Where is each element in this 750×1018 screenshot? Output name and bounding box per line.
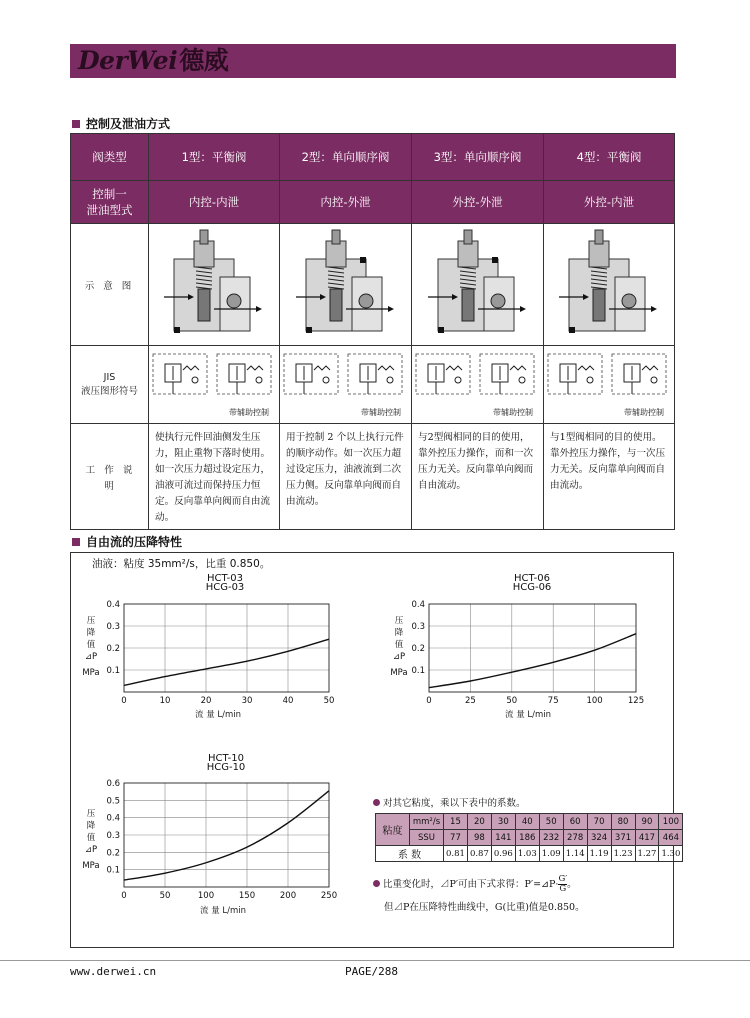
spring-zigzag	[314, 366, 330, 370]
spool	[198, 289, 210, 321]
drain-type-1: 内控-内泄	[149, 181, 280, 224]
adjust-screw	[200, 230, 208, 244]
bullet-icon	[373, 799, 380, 806]
jis-symbol-2	[280, 346, 412, 424]
drain-type-4: 外控-内泄	[544, 181, 675, 224]
y-tick-label: 0.2	[106, 848, 120, 859]
mm2s-cell: 90	[635, 814, 659, 830]
x-tick-label: 100	[586, 696, 603, 706]
factor-cell: 1.30	[659, 846, 683, 862]
x-tick-label: 20	[200, 696, 212, 706]
arrow-head	[651, 306, 657, 312]
pressure-drop-curve	[429, 634, 636, 688]
drain-port	[438, 327, 444, 333]
valve-diagram-2	[280, 224, 412, 346]
footer-url[interactable]: www.derwei.cn	[70, 965, 157, 978]
jis-symbol-icon	[548, 354, 602, 394]
type-2-header: 2型：单向顺序阀	[280, 134, 412, 181]
symbol-frame	[348, 354, 402, 394]
drain-port	[569, 327, 575, 333]
check-circle	[323, 377, 329, 383]
check-ball	[491, 294, 505, 308]
chart-2-title: HCT-06 HCG-06	[512, 573, 552, 593]
spring-zigzag	[183, 366, 199, 370]
external-drain-port	[360, 257, 366, 263]
mm2s-cell: 30	[491, 814, 515, 830]
jis-row-label: JIS 液压图形符号	[71, 346, 149, 424]
drain-type-2: 内控-外泄	[280, 181, 412, 224]
mm2s-cell: 80	[611, 814, 635, 830]
adjust-screw	[332, 230, 340, 244]
x-tick-label: 100	[197, 891, 215, 901]
check-ball	[622, 294, 636, 308]
x-tick-label: 50	[159, 891, 171, 901]
y-tick-label: 0.1	[106, 865, 120, 876]
chart-3	[100, 775, 350, 903]
pressure-drop-curve	[124, 791, 329, 880]
check-circle	[519, 377, 525, 383]
jis-symbol-1	[149, 346, 280, 424]
spring-zigzag	[578, 366, 594, 370]
diagram-row-label: 示 意 图	[71, 224, 149, 346]
factor-cell: 0.87	[467, 846, 491, 862]
jis-caption-4: 带辅助控制	[624, 408, 664, 417]
jis-symbol-4	[544, 346, 675, 424]
x-tick-label: 125	[627, 696, 645, 706]
valve-cross-section-icon	[559, 230, 657, 333]
mm2s-cell: 100	[659, 814, 683, 830]
gravity-note: 比重变化时，⊿P′可由下式求得：P′=⊿P· $\frac{G'}{G}$ 。	[373, 875, 577, 894]
check-circle	[651, 377, 657, 383]
factor-cell: 1.03	[515, 846, 539, 862]
factor-label: 系 数	[376, 846, 444, 862]
symbol-frame	[548, 354, 602, 394]
x-tick-label: 0	[121, 696, 127, 706]
ssu-cell: 98	[467, 830, 491, 846]
ssu-cell: 417	[635, 830, 659, 846]
brand-cn: 德威	[179, 46, 229, 75]
y-tick-label: 0.3	[106, 622, 120, 632]
bonnet	[589, 241, 609, 267]
square-bullet-icon	[72, 538, 80, 546]
factor-cell: 1.27	[635, 846, 659, 862]
jis-aux-symbol-icon	[612, 354, 666, 394]
type-4-header: 4型：平衡阀	[544, 134, 675, 181]
x-tick-label: 30	[241, 696, 253, 706]
description-type-3: 与2型阀相同的目的使用，靠外控压力操作，而和一次压力无关。反向靠单向阀而自由流动。	[412, 424, 544, 530]
control-drain-table	[70, 133, 675, 530]
brand-latin: DerWei	[78, 46, 178, 75]
x-tick-label: 40	[282, 696, 294, 706]
check-circle	[192, 377, 198, 383]
jis-caption-2: 带辅助控制	[361, 408, 401, 417]
spring-zigzag	[642, 366, 658, 370]
arrow-head	[388, 306, 394, 312]
description-row-label: 工 作 说 明	[71, 424, 149, 530]
arrow-head	[256, 306, 262, 312]
mm2s-cell: 40	[515, 814, 539, 830]
x-tick-label: 200	[279, 891, 297, 901]
arrow-head	[520, 306, 526, 312]
chart-2-ylabel: 压 降 值 ⊿P MPa	[390, 616, 408, 678]
check-circle	[256, 377, 262, 383]
gravity-fraction: $\frac{G'}{G}$	[558, 874, 568, 894]
x-tick-label: 50	[323, 696, 335, 706]
chart-2-xlabel: 流 量 L/min	[505, 710, 552, 720]
description-type-4: 与1型阀相同的目的使用。靠外控压力操作，与一次压力无关。反向靠单向阀而自由流动。	[544, 424, 675, 530]
x-tick-label: 50	[506, 696, 518, 706]
check-circle	[455, 377, 461, 383]
valve-diagram-3	[412, 224, 544, 346]
valve-cross-section-icon	[296, 230, 394, 333]
bonnet	[194, 241, 214, 267]
section-control-heading	[72, 115, 170, 132]
adjust-screw	[464, 230, 472, 244]
chart-2	[405, 596, 655, 708]
valve-cross-section-icon	[428, 230, 526, 333]
oil-note: 油液：粘度 35mm²/s，比重 0.850。	[92, 558, 271, 570]
check-circle	[387, 377, 393, 383]
viscosity-note: 对其它粘度，乘以下表中的系数。	[373, 795, 526, 809]
description-type-1: 使执行元件回油侧发生压力，阻止重物下落时使用。如一次压力超过设定压力，油液可流过而保持压力恒定。反向靠单向阀而自由流动。	[149, 424, 280, 530]
jis-aux-symbol-icon	[217, 354, 271, 394]
symbol-frame	[416, 354, 470, 394]
factor-cell: 0.81	[444, 846, 468, 862]
symbol-frame	[284, 354, 338, 394]
type-3-header: 3型：单向顺序阀	[412, 134, 544, 181]
square-bullet-icon	[72, 120, 80, 128]
y-tick-label: 0.2	[411, 644, 425, 654]
ssu-cell: 77	[444, 830, 468, 846]
y-tick-label: 0.5	[106, 796, 120, 807]
drain-port	[306, 327, 312, 333]
ssu-cell: 324	[587, 830, 611, 846]
pressure-drop-curve	[124, 639, 329, 685]
spool	[462, 289, 474, 321]
viscosity-coefficient-table	[375, 813, 683, 862]
footer-page: PAGE/288	[345, 965, 398, 978]
type-1-header: 1型：平衡阀	[149, 134, 280, 181]
y-tick-label: 0.6	[106, 779, 120, 789]
jis-symbol-3	[412, 346, 544, 424]
y-tick-label: 0.2	[106, 644, 120, 654]
symbol-frame	[612, 354, 666, 394]
chart-3-xlabel: 流 量 L/min	[200, 906, 247, 916]
x-tick-label: 0	[121, 891, 127, 901]
spring-zigzag	[510, 366, 526, 370]
jis-symbol-icon	[153, 354, 207, 394]
jis-caption-3: 带辅助控制	[493, 408, 533, 417]
gravity-note-2: 但⊿P在压降特性曲线中，G(比重)值是0.850。	[384, 902, 585, 913]
external-drain-port	[492, 257, 498, 263]
section-control-title: 控制及泄油方式	[86, 117, 171, 131]
chart-1-xlabel: 流 量 L/min	[195, 710, 242, 720]
jis-aux-symbol-icon	[348, 354, 402, 394]
ssu-cell: 186	[515, 830, 539, 846]
mm2s-cell: 70	[587, 814, 611, 830]
check-ball	[359, 294, 373, 308]
x-tick-label: 150	[238, 891, 256, 901]
factor-cell: 1.14	[563, 846, 587, 862]
unit-ssu: SSU	[410, 830, 444, 846]
bullet-icon	[373, 880, 380, 887]
y-tick-label: 0.4	[106, 813, 120, 824]
section-flow-title: 自由流的压降特性	[86, 535, 183, 549]
symbol-frame	[217, 354, 271, 394]
bonnet	[458, 241, 478, 267]
jis-aux-symbol-icon	[480, 354, 534, 394]
jis-symbol-icon	[416, 354, 470, 394]
y-tick-label: 0.4	[411, 600, 425, 610]
x-tick-label: 25	[464, 696, 476, 706]
spring-zigzag	[247, 366, 263, 370]
ssu-cell: 141	[491, 830, 515, 846]
spool	[593, 289, 605, 321]
check-ball	[227, 294, 241, 308]
symbol-frame	[153, 354, 207, 394]
ssu-cell: 278	[563, 830, 587, 846]
drain-type-3: 外控-外泄	[412, 181, 544, 224]
mm2s-cell: 20	[467, 814, 491, 830]
x-tick-label: 250	[320, 891, 338, 901]
y-tick-label: 0.4	[106, 600, 120, 610]
ssu-cell: 232	[539, 830, 563, 846]
chart-1-title: HCT-03 HCG-03	[205, 573, 245, 593]
factor-cell: 1.23	[611, 846, 635, 862]
factor-cell: 1.19	[587, 846, 611, 862]
y-tick-label: 0.1	[411, 666, 425, 676]
brand-logo	[78, 44, 228, 78]
chart-3-ylabel: 压 降 值 ⊿P MPa	[82, 809, 100, 871]
mm2s-cell: 50	[539, 814, 563, 830]
y-tick-label: 0.1	[106, 666, 120, 676]
section-flow-heading	[72, 533, 182, 550]
mm2s-cell: 15	[444, 814, 468, 830]
mm2s-cell: 60	[563, 814, 587, 830]
chart-3-title: HCT-10 HCG-10	[206, 753, 246, 773]
chart-1	[100, 596, 350, 708]
chart-1-ylabel: 压 降 值 ⊿P MPa	[82, 616, 100, 678]
symbol-frame	[480, 354, 534, 394]
x-tick-label: 75	[547, 696, 559, 706]
ssu-cell: 464	[659, 830, 683, 846]
ssu-cell: 371	[611, 830, 635, 846]
unit-mm2s: mm²/s	[410, 814, 444, 830]
x-tick-label: 10	[159, 696, 171, 706]
spring-zigzag	[446, 366, 462, 370]
bonnet	[326, 241, 346, 267]
factor-cell: 1.09	[539, 846, 563, 862]
spring-zigzag	[378, 366, 394, 370]
valve-diagram-4	[544, 224, 675, 346]
spool	[330, 289, 342, 321]
valve-type-header: 阀类型	[71, 134, 149, 181]
footer-rule	[0, 960, 750, 961]
jis-caption-1: 带辅助控制	[229, 408, 269, 417]
check-circle	[587, 377, 593, 383]
drain-port	[174, 327, 180, 333]
valve-diagram-1	[149, 224, 280, 346]
valve-cross-section-icon	[164, 230, 262, 333]
y-tick-label: 0.3	[106, 831, 120, 841]
adjust-screw	[595, 230, 603, 244]
description-type-2: 用于控制 2 个以上执行元件的顺序动作。如一次压力超过设定压力，油液流到二次压力侧。反向靠单向阀而自由流动。	[280, 424, 412, 530]
jis-symbol-icon	[284, 354, 338, 394]
drain-type-header: 控制一 泄油型式	[71, 181, 149, 224]
viscosity-label: 粘度	[376, 814, 410, 846]
x-tick-label: 0	[426, 696, 432, 706]
y-tick-label: 0.3	[411, 622, 425, 632]
factor-cell: 0.96	[491, 846, 515, 862]
